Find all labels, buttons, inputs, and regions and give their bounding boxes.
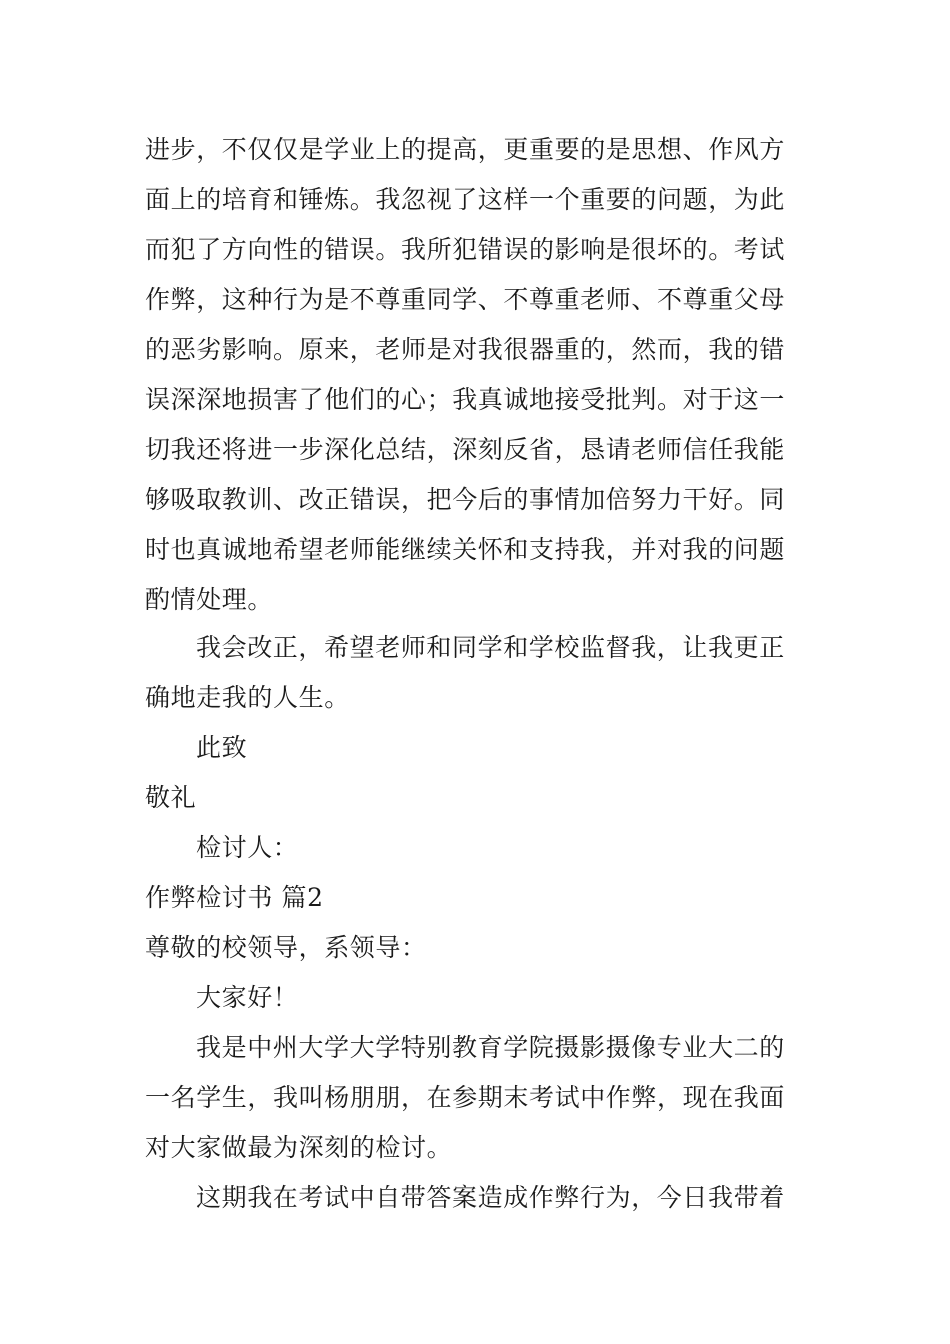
body-text-line: 误深深地损害了他们的心；我真诚地接受批判。对于这一 [145, 385, 786, 414]
body-text-line: 确地走我的人生。 [145, 683, 350, 712]
greeting-text: 尊敬的校领导，系领导： [145, 933, 427, 962]
signature-label: 检讨人： [196, 833, 299, 862]
section-title: 作弊检讨书 篇2 [145, 883, 324, 912]
body-text-line: 够吸取教训、改正错误，把今后的事情加倍努力干好。同 [145, 485, 786, 514]
body-text-line: 这期我在考试中自带答案造成作弊行为，今日我带着 [196, 1183, 785, 1212]
body-text-line: 一名学生，我叫杨朋朋，在参期末考试中作弊，现在我面 [145, 1083, 786, 1112]
body-text-line: 时也真诚地希望老师能继续关怀和支持我，并对我的问题 [145, 535, 786, 564]
hello-text: 大家好！ [196, 983, 299, 1012]
body-text-line: 我是中州大学大学特别教育学院摄影摄像专业大二的 [196, 1033, 785, 1062]
body-text-line: 进步，不仅仅是学业上的提高，更重要的是思想、作风方 [145, 135, 786, 164]
body-text-line: 对大家做最为深刻的检讨。 [145, 1133, 453, 1162]
body-text-line: 的恶劣影响。原来，老师是对我很器重的，然而，我的错 [145, 335, 786, 364]
body-text-line: 而犯了方向性的错误。我所犯错误的影响是很坏的。考试 [145, 235, 786, 264]
closing-text: 此致 [196, 733, 248, 762]
body-text-line: 作弊，这种行为是不尊重同学、不尊重老师、不尊重父母 [145, 285, 786, 314]
body-text-line: 面上的培育和锤炼。我忽视了这样一个重要的问题，为此 [145, 185, 786, 214]
body-text-line: 我会改正，希望老师和同学和学校监督我，让我更正 [196, 633, 785, 662]
salute-text: 敬礼 [145, 783, 197, 812]
body-text-line: 切我还将进一步深化总结，深刻反省，恳请老师信任我能 [145, 435, 786, 464]
body-text-line: 酌情处理。 [145, 585, 274, 614]
